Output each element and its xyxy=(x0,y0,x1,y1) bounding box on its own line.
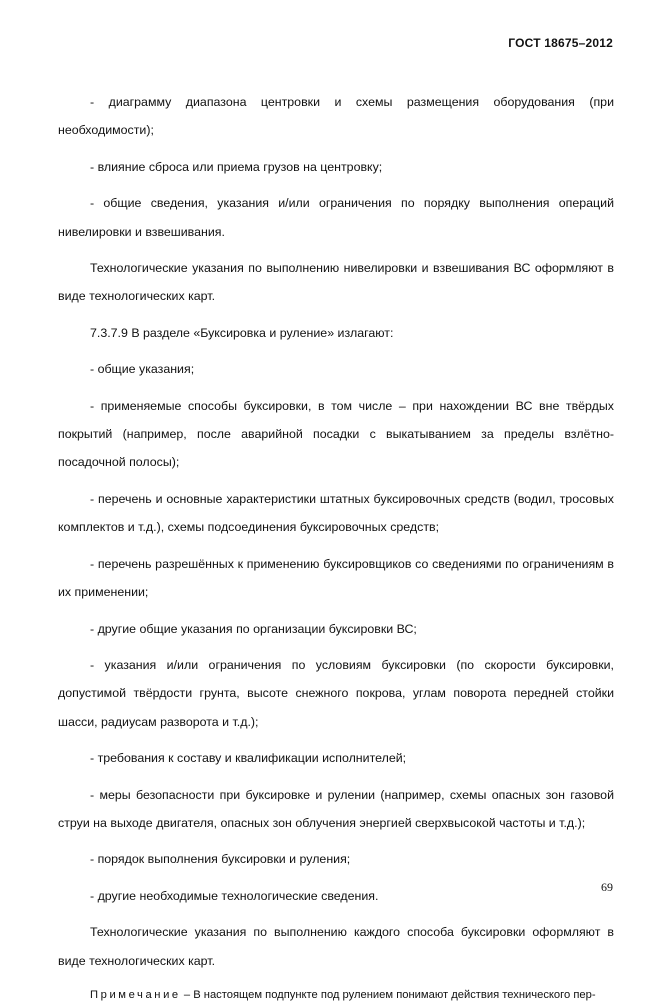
page-number: 69 xyxy=(601,880,613,894)
paragraph-other-general-towing: - другие общие указания по организации буксировки ВС; xyxy=(90,621,417,636)
paragraph-approved-tugs: - перечень разрешённых к применению буксировщиков со сведениями по ограничениям в их применении; xyxy=(58,556,614,600)
paragraph-section-towing-heading: 7.3.7.9 В разделе «Буксировка и руление» излагают: xyxy=(90,325,394,340)
paragraph-centering-diagram: - диаграмму диапазона центровки и схемы размещения оборудования (при необходимости); xyxy=(58,95,614,138)
paragraph-towing-conditions: - указания и/или ограничения по условиям буксировки (по скорости буксировки, допустимой твёрдости грунта, высоте снежного покрова, углам поворота передней стойки шасси, радиусам разворота и т.д.); xyxy=(58,657,614,729)
paragraph-cargo-drop: - влияние сброса или приема грузов на центровку; xyxy=(90,159,383,174)
paragraph-towing-procedure: - порядок выполнения буксировки и руления; xyxy=(90,852,351,867)
note-paragraph xyxy=(58,983,614,1007)
paragraph-leveling-tech-cards: Технологические указания по выполнению нивелировки и взвешивания ВС оформляют в виде технологических карт. xyxy=(58,261,614,304)
paragraph-leveling-weighing-procedure: - общие сведения, указания и/или ограничения по порядку выполнения операций нивелировки и взвешивания. xyxy=(58,196,614,239)
paragraph-towing-equipment-list: - перечень и основные характеристики штатных буксировочных средств (водил, тросовых комплектов и т.д.), схемы подсоединения буксировочных средств; xyxy=(58,491,614,535)
paragraph-towing-methods: - применяемые способы буксировки, в том числе – при нахождении ВС вне твёрдых покрытий (например, после аварийной посадки с выкатыванием за пределы взлётно-посадочной полосы); xyxy=(58,398,614,470)
note-label: Примечание xyxy=(90,988,181,1001)
note-text: – В настоящем подпункте под рулением понимают действия технического пер- xyxy=(180,988,596,1001)
paragraph-towing-tech-cards: Технологические указания по выполнению каждого способа буксировки оформляют в виде технологических карт. xyxy=(58,925,614,968)
paragraph-personnel-requirements: - требования к составу и квалификации исполнителей; xyxy=(90,751,407,766)
paragraph-other-tech-info: - другие необходимые технологические сведения. xyxy=(90,888,379,903)
paragraph-safety-measures: - меры безопасности при буксировке и рулении (например, схемы опасных зон газовой струи на выходе двигателя, опасных зон облучения энергией сверхвысокой частоты и т.д.); xyxy=(58,787,614,830)
paragraph-general-instructions: - общие указания; xyxy=(90,362,195,377)
standard-number: ГОСТ 18675–2012 xyxy=(508,36,613,50)
document-header xyxy=(508,36,613,50)
document-body xyxy=(58,88,614,1007)
